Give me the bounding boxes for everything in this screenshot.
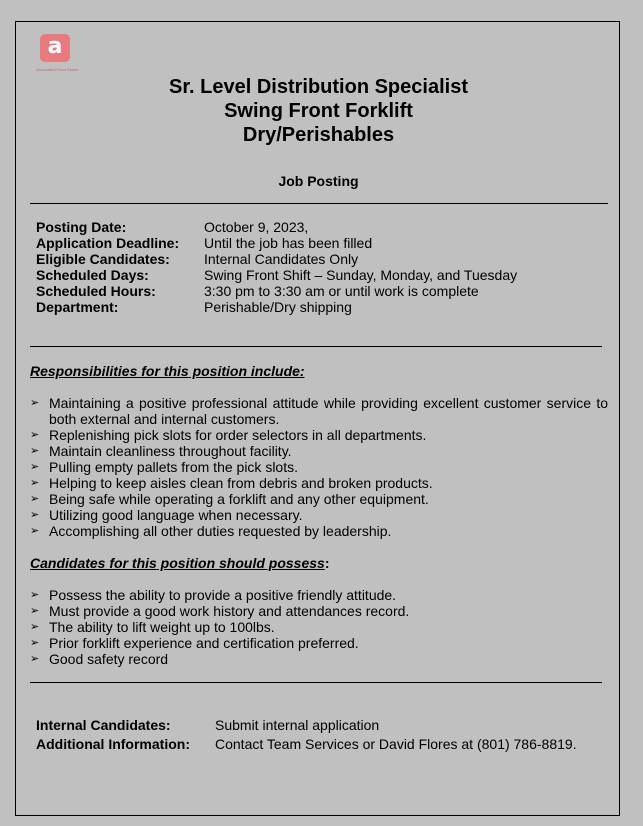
list-item: ➢ Pulling empty pallets from the pick slots. (30, 459, 298, 475)
divider-top (30, 203, 608, 204)
list-item: ➢ Good safety record (30, 651, 169, 667)
list-item: ➢ Replenishing pick slots for order selectors in all departments. (30, 427, 427, 443)
arrow-bullet-icon: ➢ (30, 588, 40, 601)
posting-titles (16, 75, 621, 147)
list-item: ➢ Prior forklift experience and certification preferred. (30, 635, 359, 651)
info-label: Scheduled Days: (36, 267, 149, 283)
arrow-bullet-icon: ➢ (30, 428, 40, 441)
company-logo (36, 34, 82, 74)
title-line-3: Dry/Perishables (242, 124, 395, 146)
title-line-2: Swing Front Forklift (224, 100, 413, 122)
info-value: 3:30 pm to 3:30 am or until work is complete (204, 283, 479, 299)
footer-info (36, 716, 577, 754)
posting-info (36, 219, 517, 315)
list-item: ➢ Accomplishing all other duties requested by leadership. (30, 523, 392, 539)
info-row (36, 219, 517, 235)
list-item: ➢ The ability to lift weight up to 100lbs. (30, 619, 275, 635)
responsibilities-heading: Responsibilities for this position include: (30, 363, 305, 379)
arrow-bullet-icon: ➢ (30, 460, 40, 473)
info-value: October 9, 2023, (204, 219, 309, 235)
footer-row (36, 716, 577, 735)
info-row (36, 283, 517, 299)
info-value: Swing Front Shift – Sunday, Monday, and Tuesday (204, 267, 518, 283)
divider-bottom (30, 682, 602, 683)
footer-label: Internal Candidates: (36, 717, 171, 733)
footer-value: Submit internal application (215, 717, 380, 733)
list-item: ➢ Being safe while operating a forklift and any other equipment. (30, 491, 429, 507)
candidates-heading: Candidates for this position should possess: (30, 555, 330, 571)
candidates-list (30, 587, 608, 667)
list-item: ➢ Utilizing good language when necessary. (30, 507, 303, 523)
list-item: ➢ Possess the ability to provide a positive friendly attitude. (30, 587, 397, 603)
info-value: Perishable/Dry shipping (204, 299, 352, 315)
list-item: ➢ Helping to keep aisles clean from debris and broken products. (30, 475, 433, 491)
info-label: Eligible Candidates: (36, 251, 170, 267)
arrow-bullet-icon: ➢ (30, 492, 40, 505)
arrow-bullet-icon: ➢ (30, 524, 40, 537)
logo-caption: Associated Food Stores (36, 67, 79, 72)
info-label: Posting Date: (36, 219, 127, 235)
arrow-bullet-icon: ➢ (30, 508, 40, 521)
document-page (15, 21, 620, 816)
list-item: ➢ Maintaining a positive professional attitude while providing excellent customer service to both external and internal customers. (30, 395, 608, 427)
job-posting-subhead: Job Posting (278, 173, 359, 189)
info-label: Department: (36, 299, 119, 315)
info-label: Scheduled Hours: (36, 283, 156, 299)
logo-badge: a (40, 34, 70, 62)
divider-info (30, 346, 602, 347)
info-row (36, 267, 517, 283)
info-row (36, 235, 517, 251)
footer-label: Additional Information: (36, 736, 190, 752)
info-label: Application Deadline: (36, 235, 180, 251)
arrow-bullet-icon: ➢ (30, 636, 40, 649)
arrow-bullet-icon: ➢ (30, 476, 40, 489)
arrow-bullet-icon: ➢ (30, 604, 40, 617)
arrow-bullet-icon: ➢ (30, 620, 40, 633)
list-item: ➢ Maintain cleanliness throughout facility. (30, 443, 292, 459)
arrow-bullet-icon: ➢ (30, 652, 40, 665)
arrow-bullet-icon: ➢ (30, 444, 40, 457)
footer-row (36, 735, 577, 754)
info-value: Until the job has been filled (204, 235, 373, 251)
responsibilities-list (30, 395, 608, 539)
list-item: ➢ Must provide a good work history and attendances record. (30, 603, 410, 619)
title-line-1: Sr. Level Distribution Specialist (169, 76, 468, 98)
info-row (36, 299, 517, 315)
arrow-bullet-icon: ➢ (30, 396, 40, 409)
info-row (36, 251, 517, 267)
footer-value: Contact Team Services or David Flores at (801) 786-8819. (215, 736, 577, 752)
info-value: Internal Candidates Only (204, 251, 359, 267)
